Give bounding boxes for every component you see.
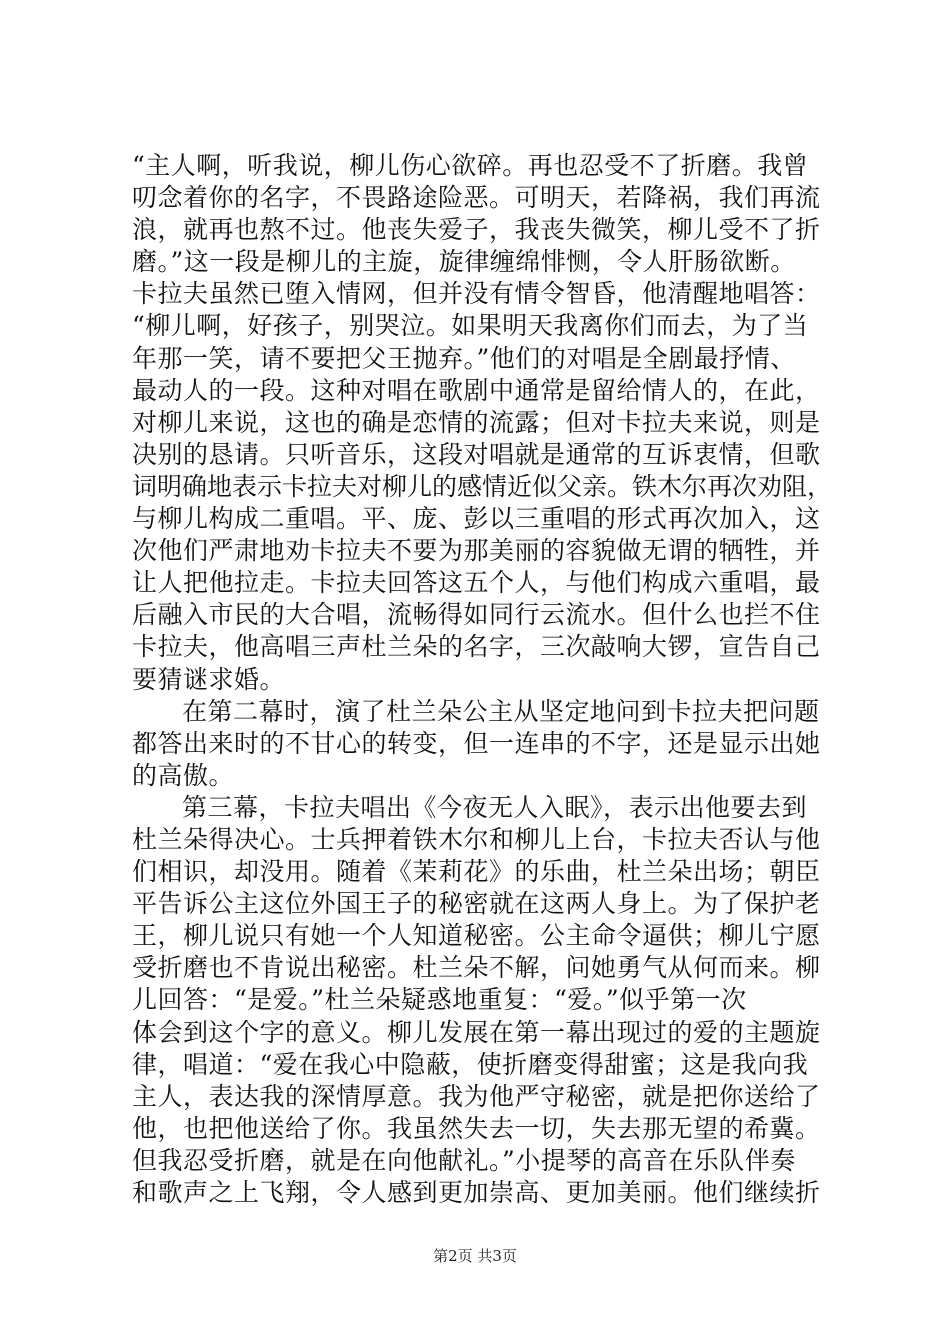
text-line: 卡拉夫虽然已堕入情网，但并没有情令智昏，他清醒地唱答： [132,279,821,309]
text-line: “柳儿啊，好孩子，别哭泣。如果明天我离你们而去，为了当 [132,311,809,341]
paragraph [132,696,832,792]
text-line: 受折磨也不肯说出秘密。杜兰朵不解，问她勇气从何而来。柳 [132,953,821,983]
text-line: 杜兰朵得决心。士兵押着铁木尔和柳儿上台，卡拉夫否认与他 [132,824,821,854]
page-footer: 第2页 共3页 [433,1247,517,1265]
text-line: 律，唱道：“爱在我心中隐蔽，使折磨变得甜蜜；这是我向我 [132,1049,809,1079]
text-line: 们相识，却没用。随着《茉莉花》的乐曲，杜兰朵出场；朝臣 [132,857,821,887]
text-line: 儿回答：“是爱。”杜兰朵疑惑地重复：“爱。”似乎第一次 [132,985,747,1015]
text-line: 主人，表达我的深情厚意。我为他严守秘密，就是把你送给了 [132,1081,821,1111]
paragraph [132,150,832,696]
text-line: 的高傲。 [132,760,235,790]
text-line: “主人啊，听我说，柳儿伤心欲碎。再也忍受不了折磨。我曾 [132,151,809,180]
text-line: 浪，就再也熬不过。他丧失爱子，我丧失微笑，柳儿受不了折 [132,215,821,245]
text-line: 他，也把他送给了你。我虽然失去一切，失去那无望的希冀。 [132,1113,821,1143]
body-text [132,150,832,1209]
text-line: 词明确地表示卡拉夫对柳儿的感情近似父亲。铁木尔再次劝阻， [132,471,833,501]
text-line: 让人把他拉走。卡拉夫回答这五个人，与他们构成六重唱，最 [132,568,821,598]
text-line: 都答出来时的不甘心的转变，但一连串的不字，还是显示出她 [132,728,821,758]
text-line: 平告诉公主这位外国王子的秘密就在这两人身上。为了保护老 [132,889,821,919]
paragraph [132,792,832,1209]
text-line: 后融入市民的大合唱，流畅得如同行云流水。但什么也拦不住 [132,600,821,630]
text-line: 对柳儿来说，这也的确是恋情的流露；但对卡拉夫来说，则是 [132,407,821,437]
text-line: 但我忍受折磨，就是在向他献礼。”小提琴的高音在乐队伴奏 [132,1145,796,1175]
text-line: 最动人的一段。这种对唱在歌剧中通常是留给情人的，在此， [132,375,821,405]
text-line: 在第二幕时，演了杜兰朵公主从坚定地问到卡拉夫把问题 [182,696,820,726]
text-line: 第三幕，卡拉夫唱出《今夜无人入眠》，表示出他要去到 [182,792,808,822]
text-line: 年那一笑，请不要把父王抛弃。”他们的对唱是全剧最抒情、 [132,343,796,373]
text-line: 卡拉夫，他高唱三声杜兰朵的名字，三次敲响大锣，宣告自己 [132,632,821,662]
text-line: 和歌声之上飞翔，令人感到更加崇高、更加美丽。他们继续折 [132,1178,821,1207]
text-line: 王，柳儿说只有她一个人知道秘密。公主命令逼供；柳儿宁愿 [132,921,821,951]
text-line: 要猜谜求婚。 [132,664,286,694]
text-line: 次他们严肃地劝卡拉夫不要为那美丽的容貌做无谓的牺牲，并 [132,536,821,566]
text-line: 叨念着你的名字，不畏路途险恶。可明天，若降祸，我们再流 [132,183,821,213]
text-line: 与柳儿构成二重唱。平、庞、彭以三重唱的形式再次加入，这 [132,504,821,534]
text-line: 体会到这个字的意义。柳儿发展在第一幕出现过的爱的主题旋 [132,1017,821,1047]
text-line: 磨。”这一段是柳儿的主旋，旋律缠绵悱恻，令人肝肠欲断。 [132,247,796,277]
text-line: 决别的恳请。只听音乐，这段对唱就是通常的互诉衷情，但歌 [132,439,821,469]
